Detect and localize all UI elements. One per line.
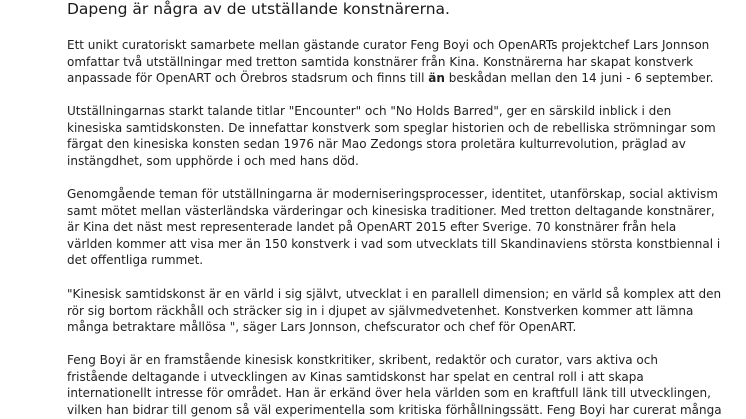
text-line: färgat den kinesiska konsten sedan 1976 när Mao Zedongs stora proletära kulturrevolution, präglad av — [67, 137, 686, 152]
text-line: många betraktare mållösa ", säger Lars Jonnson, chefscurator och chef för OpenART. — [67, 320, 577, 335]
text-line: Feng Boyi är en framstående kinesisk konstkritiker, skribent, redaktör och curator, vars aktiva och — [67, 353, 658, 367]
text-segment: anpassade för OpenART och Örebros stadsrum och finns till — [67, 71, 429, 86]
text-line — [67, 70, 714, 87]
text-line: kinesiska samtidskonsten. De innefattar konstverk som speglar historien och de rebelliska strömningar som — [67, 120, 716, 135]
text-line: instängdhet, som upphörde i och med hans död. — [67, 153, 359, 168]
text-line: det offentliga rummet. — [67, 253, 204, 268]
paragraph-collaboration — [67, 37, 714, 87]
text-line: Genomgående teman för utställningarna är moderniseringsprocesser, identitet, utanförskap, social aktivism — [67, 187, 718, 201]
text-line: internationellt intresse för området. Han är erkänd över hela världen som en kraftfull länk till utvecklingen, — [67, 386, 711, 401]
text-line: världen kommer att visa mer än 150 konstverk i vad som utvecklats till Skandinaviens största konstbiennal i — [67, 236, 721, 251]
text-line: omfattar två utställningar med tretton samtida konstnärer från Kina. Konstnärerna har skapat konstverk — [67, 54, 694, 69]
text-line: är Kina det näst mest representerade landet på OpenART 2015 efter Sverige. 70 konstnärer från hela — [67, 220, 677, 235]
text-line: fristående deltagande i utvecklingen av Kinas samtidskonst har spelat en central roll i att skapa — [67, 369, 644, 384]
text-line: vilken han bidrar till genom så väl experimentella som kritiska förhållningssätt. Feng Boyi har curerat många — [67, 402, 722, 417]
text-segment: beskådan mellan den 14 juni - 6 september. — [448, 71, 714, 86]
paragraph-titles — [67, 103, 716, 169]
paragraph-themes — [67, 186, 721, 269]
bold-word: än — [428, 71, 445, 86]
text-line: Ett unikt curatoriskt samarbete mellan gästande curator Feng Boyi och OpenARTs projektchef Lars Jonnson — [67, 38, 710, 52]
intro-caption: Dapeng är några av de utställande konstnärerna. — [67, 0, 450, 18]
paragraph-quote — [67, 286, 722, 336]
text-line: "Kinesisk samtidskonst är en värld i sig självt, utvecklat i en parallell dimension; en värld så komplex att den — [67, 287, 722, 301]
text-line: rör sig bortom räckhåll och sträcker sig in i djupet av självmedvetenhet. Konstverken kommer att lämna — [67, 303, 694, 318]
paragraph-feng-boyi — [67, 352, 722, 418]
text-line: Utställningarnas starkt talande titlar "Encounter" och "No Holds Barred", ger en särskild inblick i den — [67, 104, 672, 118]
text-line: samt mötet mellan västerländska värderingar och kinesiska traditioner. Med tretton deltagande konstnärer, — [67, 203, 715, 218]
